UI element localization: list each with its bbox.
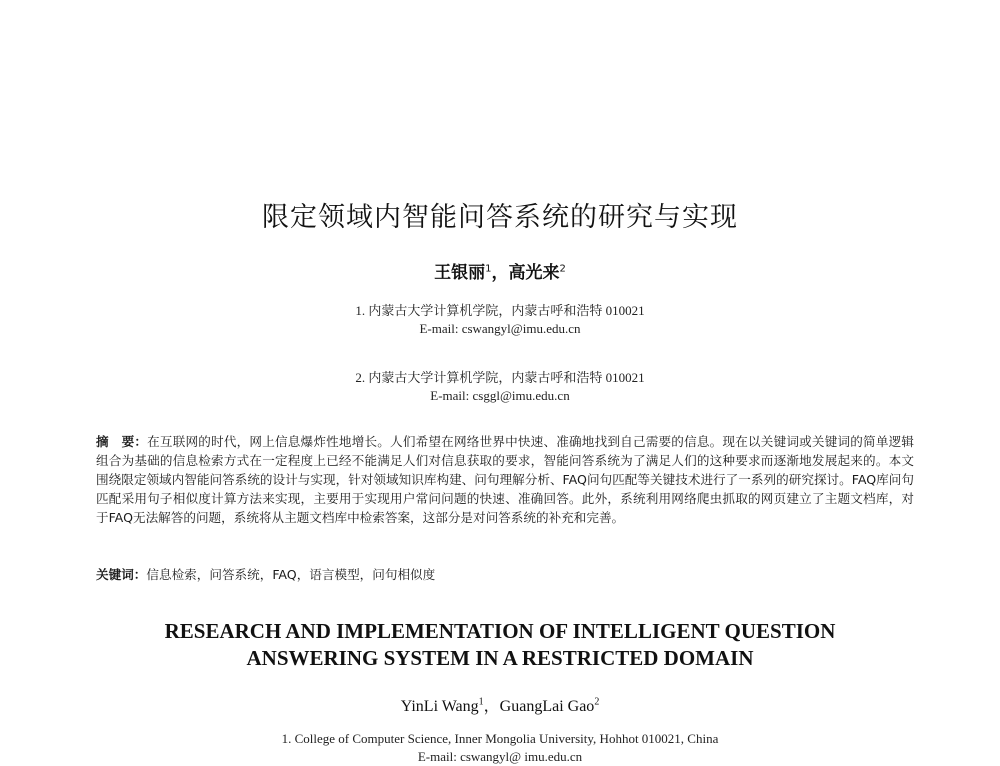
abstract-text: 在互联网的时代，网上信息爆炸性地增长。人们希望在网络世界中快速、准确地找到自己需要的信息。现在以关键词或关键词的简单逻辑组合为基础的信息检索方式在一定程度上已经不能满足人们对信息获取的要求，智能问答系统为了满足人们的这种要求而逐渐地发展起来的。本文围绕限定领域内智能问答系统的设计与实现，针对领域知识库构建、问句理解分析、FAQ问句匹配等关键技术进行了一系列的研究探讨。FAQ库问句匹配采用句子相似度计算方法来实现，主要用于实现用户常问问题的快速、准确回答。此外，系统利用网络爬虫抓取的网页建立了主题文档库，对于FAQ无法解答的问题，系统将从主题文档库中检索答案，这部分是对问答系统的补充和完善。 [96,434,915,525]
chinese-authors [0,258,1000,283]
abstract [96,432,914,527]
en-author-1-affiliation-mark: 1 [478,696,484,708]
english-affiliation-1-line: 1. College of Computer Science, Inner Mongolia University, Hohhot 010021, China [281,731,719,746]
author-2-name: 高光来 [508,263,560,283]
affiliation-2-email: E-mail: csggl@imu.edu.cn [430,388,570,403]
chinese-title: 限定领域内智能问答系统的研究与实现 [262,202,738,233]
author-1-affiliation-mark: 1 [485,263,492,275]
en-author-2-affiliation-mark: 2 [594,696,600,708]
keywords-label: 关键词： [96,567,147,582]
english-title-line-2: ANSWERING SYSTEM IN A RESTRICTED DOMAIN [246,646,754,670]
author-separator: ， [491,263,509,283]
affiliation-1-line: 1. 内蒙古大学计算机学院，内蒙古呼和浩特 010021 [355,303,645,318]
english-title [0,618,1000,672]
keywords [96,565,914,584]
author-2-affiliation-mark: 2 [559,263,566,275]
author-1-name: 王银丽 [434,263,486,283]
en-author-1-name: YinLi Wang [400,698,479,715]
affiliation-1-email: E-mail: cswangyl@imu.edu.cn [419,321,581,336]
affiliation-1 [0,302,1000,338]
abstract-label: 摘 要： [96,434,148,449]
en-author-separator: ， [483,698,500,715]
affiliation-2 [0,369,1000,405]
affiliation-2-line: 2. 内蒙古大学计算机学院，内蒙古呼和浩特 010021 [355,370,645,385]
en-author-2-name: GuangLai Gao [499,698,595,715]
english-title-line-1: RESEARCH AND IMPLEMENTATION OF INTELLIGENT QUESTION [164,619,836,643]
english-affiliation-1-email: E-mail: cswangyl@ imu.edu.cn [417,749,583,764]
keywords-text: 信息检索，问答系统，FAQ，语言模型，问句相似度 [146,567,436,582]
english-authors [0,693,1000,716]
english-affiliation-1 [0,730,1000,766]
